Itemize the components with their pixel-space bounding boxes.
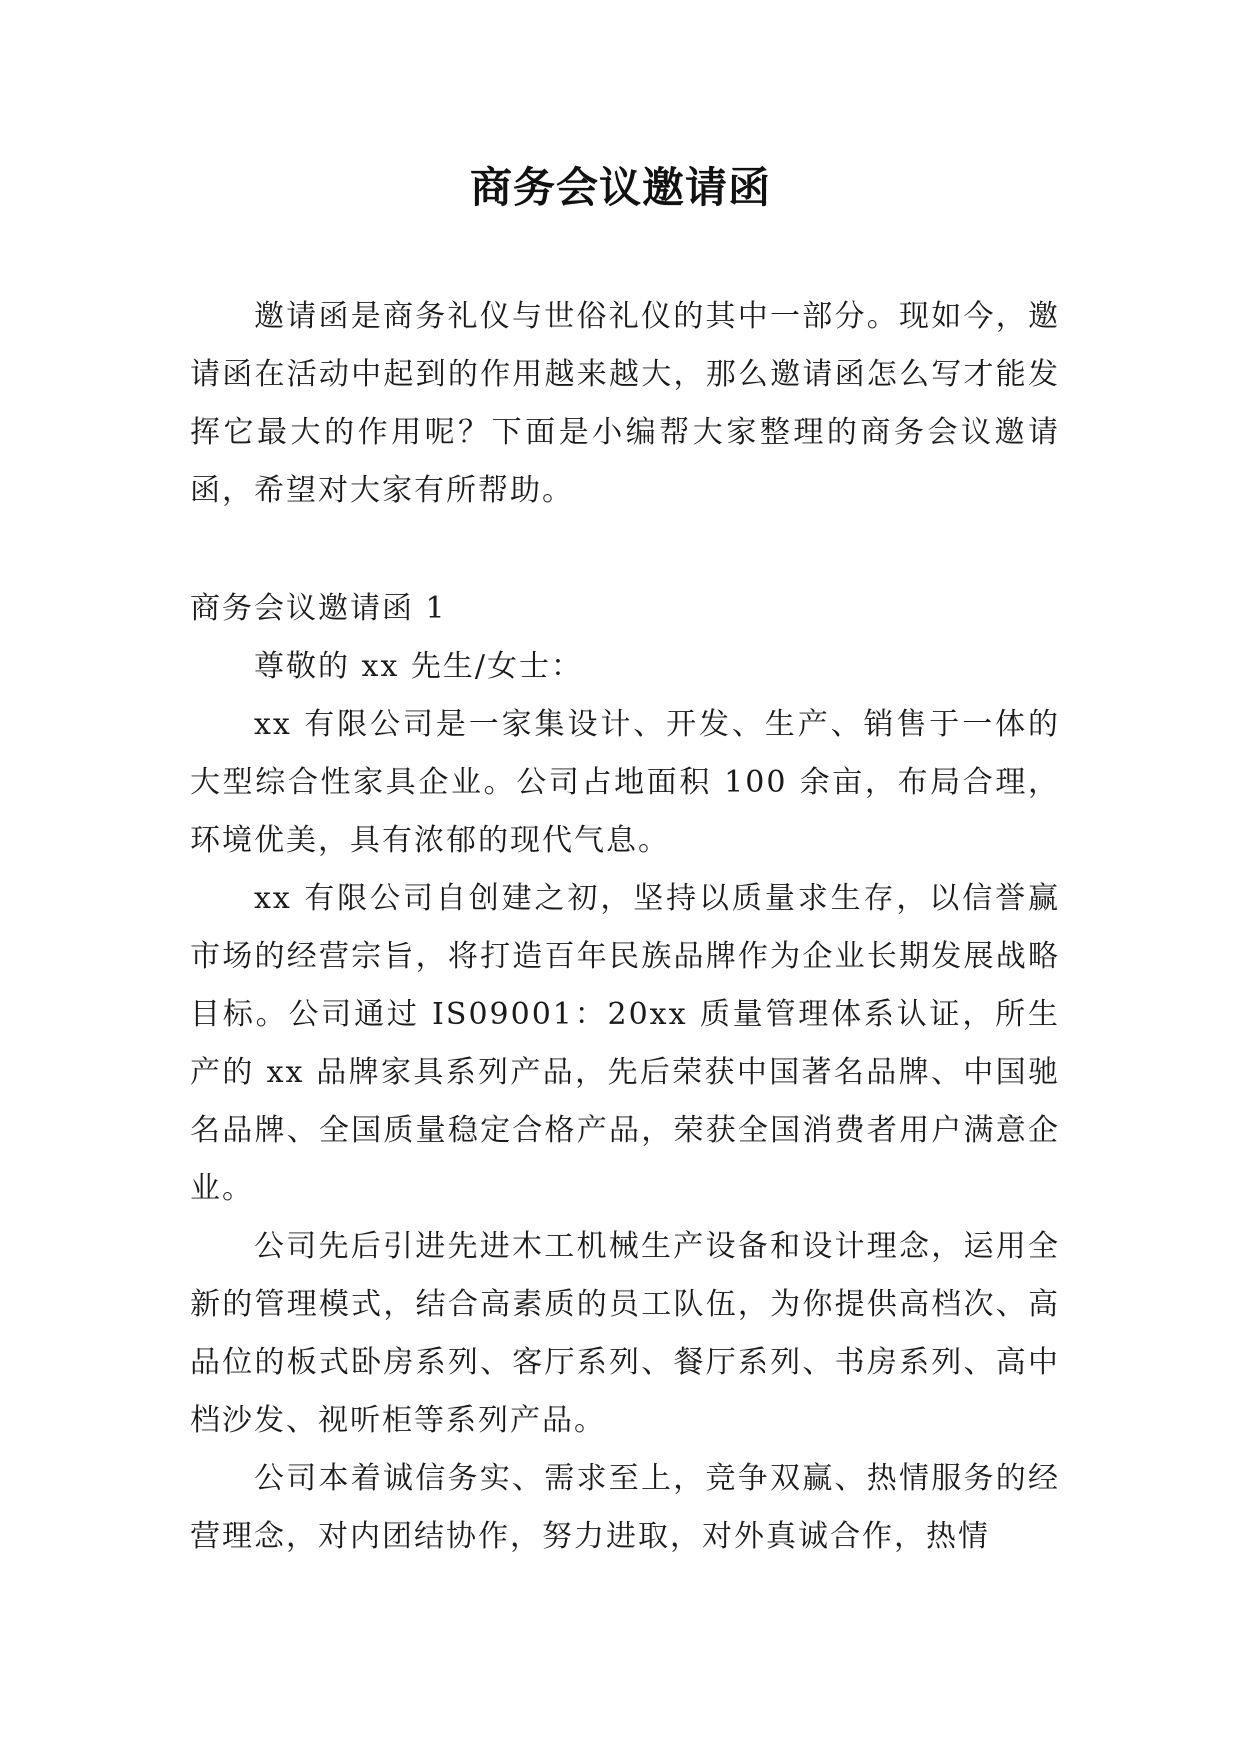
- body-paragraph-2: xx 有限公司自创建之初，坚持以质量求生存，以信誉赢市场的经营宗旨，将打造百年民族品牌作为企业长期发展战略目标。公司通过 IS09001：20xx 质量管理体系认证，所生产的 xx 品牌家具系列产品，先后荣获中国著名品牌、中国驰名品牌、全国质量稳定合格产品，荣获全国消费者用户满意企业。: [190, 881, 1060, 1206]
- document-title: 商务会议邀请函: [469, 163, 771, 212]
- body-paragraph-4: 公司本着诚信务实、需求至上，竞争双赢、热情服务的经营理念，对内团结协作，努力进取，对外真诚合作，热情: [190, 1461, 1060, 1554]
- intro-paragraph: 邀请函是商务礼仪与世俗礼仪的其中一部分。现如今，邀请函在活动中起到的作用越来越大，那么邀请函怎么写才能发挥它最大的作用呢？下面是小编帮大家整理的商务会议邀请函，希望对大家有所帮助。: [190, 299, 1060, 508]
- body-paragraph-3: 公司先后引进先进木工机械生产设备和设计理念，运用全新的管理模式，结合高素质的员工队伍，为你提供高档次、高品位的板式卧房系列、客厅系列、餐厅系列、书房系列、高中档沙发、视听柜等系列产品。: [190, 1229, 1060, 1438]
- greeting-line: 尊敬的 xx 先生/女士：: [254, 649, 584, 684]
- body-paragraph-1: xx 有限公司是一家集设计、开发、生产、销售于一体的大型综合性家具企业。公司占地面积 100 余亩，布局合理，环境优美，具有浓郁的现代气息。: [190, 707, 1060, 858]
- section-heading: 商务会议邀请函 1: [190, 591, 447, 626]
